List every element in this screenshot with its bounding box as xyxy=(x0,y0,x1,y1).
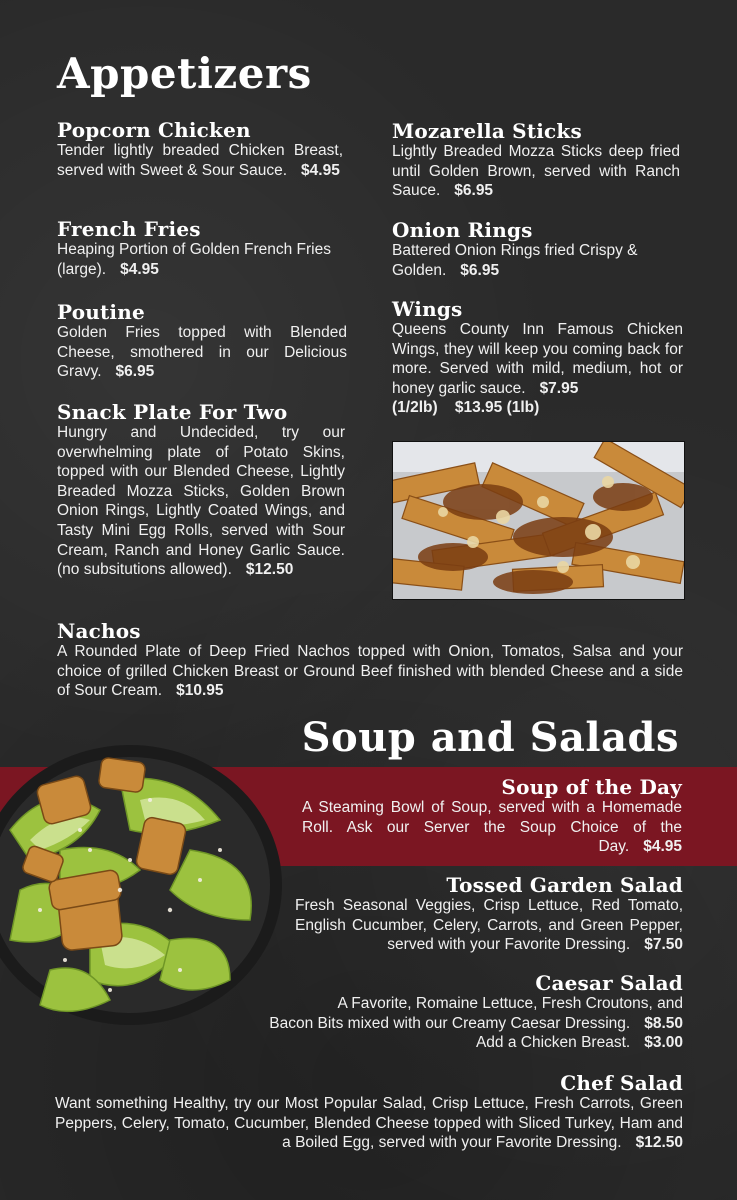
menu-item-onion-rings xyxy=(392,219,682,280)
item-price: $7.95 xyxy=(539,379,579,397)
item-description: Want something Healthy, try our Most Popular Salad, Crisp Lettuce, Fresh Carrots, Green Peppers, Celery, Tomato, Cucumber, Blended Cheese topped with Sliced Turkey, Ham and a Boiled Egg, served with your Favorite Dressing. xyxy=(55,1095,683,1152)
item-name: Tossed Garden Salad xyxy=(446,873,683,897)
item-description: Hungry and Undecided, try our overwhelming plate of Potato Skins, topped with our Blended Cheese, Lightly Breaded Mozza Sticks, Golden Brown Onion Rings, Lightly Coated Wings, and Tasty Mini Egg Rolls, served with Sour Cream, Ranch and Honey Garlic Sauce. (no subsitutions allowed). xyxy=(57,424,345,579)
item-description-line1: A Favorite, Romaine Lettuce, Fresh Croutons, and xyxy=(337,995,683,1012)
item-description: Golden Fries topped with Blended Cheese, smothered in our Delicious Gravy. xyxy=(57,324,347,381)
menu-item-chef-salad xyxy=(55,1072,683,1153)
item-description: Tender lightly breaded Chicken Breast, served with Sweet & Sour Sauce. xyxy=(57,142,343,179)
item-price: $4.95 xyxy=(301,161,340,179)
appetizers-heading: Appetizers xyxy=(57,49,312,98)
item-price: $7.50 xyxy=(644,936,683,954)
menu-item-caesar-salad xyxy=(220,972,683,1053)
item-description: A Rounded Plate of Deep Fried Nachos topped with Onion, Tomatos, Salsa and your choice of grilled Chicken Breast or Ground Beef finished with blended Cheese and a side of Sour Cream. xyxy=(57,643,683,700)
item-price: $6.95 xyxy=(460,261,500,279)
menu-item-wings xyxy=(392,298,683,418)
item-name: Mozarella Sticks xyxy=(392,119,582,143)
item-description-line2: Bacon Bits mixed with our Creamy Caesar Dressing. xyxy=(269,1014,631,1032)
poutine-photo xyxy=(392,441,685,600)
item-description: Heaping Portion of Golden French Fries (large). xyxy=(57,241,331,278)
item-addon-price: $3.00 xyxy=(644,1034,683,1052)
item-name: Snack Plate For Two xyxy=(57,400,288,424)
item-name: Wings xyxy=(392,297,463,321)
menu-item-popcorn-chicken xyxy=(57,119,343,180)
item-name: Nachos xyxy=(57,619,141,643)
menu-item-french-fries xyxy=(57,218,343,279)
item-description: Queens County Inn Famous Chicken Wings, they will keep you coming back for more. Served with mild, medium, hot or honey garlic sauce. xyxy=(392,321,683,397)
item-price: $10.95 xyxy=(176,682,224,700)
menu-item-soup-of-day xyxy=(302,776,682,857)
item-name: Popcorn Chicken xyxy=(57,118,251,142)
menu-item-tossed-garden-salad xyxy=(295,874,683,955)
menu-item-mozarella-sticks xyxy=(392,120,680,201)
item-price: $6.95 xyxy=(115,363,155,381)
menu-item-nachos xyxy=(57,620,683,701)
item-extra-price: (1/2lb) $13.95 (1lb) xyxy=(392,399,540,417)
item-name: Poutine xyxy=(57,300,145,324)
menu-item-poutine xyxy=(57,301,347,382)
item-name: Soup of the Day xyxy=(501,775,682,799)
item-price: $4.95 xyxy=(643,838,682,856)
menu-item-snack-plate xyxy=(57,401,345,580)
item-description: Lightly Breaded Mozza Sticks deep fried until Golden Brown, served with Ranch Sauce. xyxy=(392,143,680,200)
item-addon: Add a Chicken Breast. xyxy=(475,1034,631,1052)
item-price: $4.95 xyxy=(120,260,159,278)
item-price: $12.50 xyxy=(635,1134,683,1152)
item-description: Fresh Seasonal Veggies, Crisp Lettuce, Red Tomato, English Cucumber, Celery, Carrots, and Green Pepper, served with your Favorite Dressing. xyxy=(295,897,683,954)
item-description: Battered Onion Rings fried Crispy & Golden. xyxy=(392,242,638,279)
soup-salads-heading: Soup and Salads xyxy=(301,714,679,761)
item-name: Caesar Salad xyxy=(535,971,683,995)
item-description: A Steaming Bowl of Soup, served with a Homemade Roll. Ask our Server the Soup Choice of the Day. xyxy=(302,799,682,856)
item-name: Chef Salad xyxy=(560,1071,683,1095)
item-name: Onion Rings xyxy=(392,218,533,242)
item-price: $8.50 xyxy=(644,1014,683,1032)
item-name: French Fries xyxy=(57,217,201,241)
item-price: $12.50 xyxy=(245,561,294,579)
item-price: $6.95 xyxy=(454,182,494,200)
